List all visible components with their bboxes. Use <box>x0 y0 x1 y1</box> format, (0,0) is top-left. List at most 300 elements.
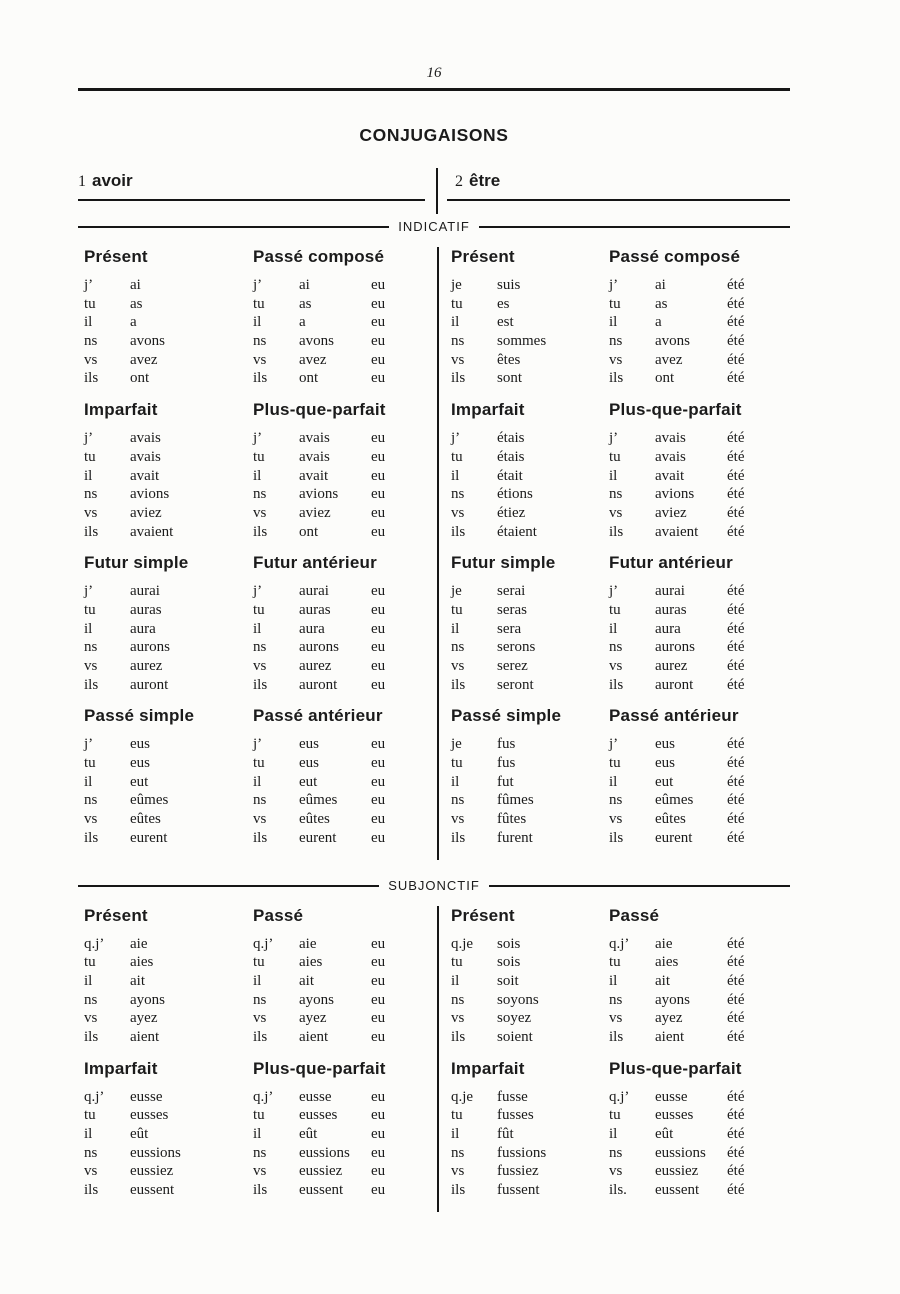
conjugation-row <box>609 448 790 467</box>
participle: été <box>727 430 745 447</box>
pronoun: vs <box>451 1010 465 1027</box>
participle <box>569 467 609 486</box>
pronoun: q.j’ <box>609 1088 630 1105</box>
pronoun: ils. <box>609 1182 627 1199</box>
verb-form: avais <box>299 448 330 465</box>
verb-form: eût <box>655 1126 674 1142</box>
verb-form: aurons <box>655 639 695 656</box>
tense-rows <box>609 935 790 1047</box>
verb-form: soient <box>497 1028 533 1045</box>
verb-form: avions <box>655 486 695 503</box>
participle: eu <box>371 277 386 293</box>
verb-form: eus <box>130 736 150 753</box>
rule <box>479 226 790 228</box>
verb-form: serons <box>497 639 536 656</box>
pronoun: ils <box>451 370 466 387</box>
conjugation-row <box>84 582 253 601</box>
conjugation-row <box>451 485 609 504</box>
pronoun: ils <box>609 676 624 693</box>
verb-form: ai <box>130 277 141 293</box>
conjugation-row <box>84 657 253 676</box>
participle: eu <box>371 583 386 600</box>
verb-form: fusse <box>497 1088 528 1105</box>
pronoun: tu <box>84 954 96 971</box>
participle: eu <box>371 467 386 484</box>
etre-column <box>437 906 790 1212</box>
participle: eu <box>371 523 386 540</box>
verb-form: ont <box>299 523 319 540</box>
pronoun: vs <box>253 504 267 521</box>
pronoun: ns <box>451 333 465 350</box>
conjugation-row <box>253 601 437 620</box>
participle <box>569 953 609 972</box>
participle: été <box>727 277 745 293</box>
conjugation-row <box>253 1162 437 1181</box>
conjugation-row <box>451 773 609 792</box>
pronoun: tu <box>253 1107 265 1124</box>
verb-form: avons <box>299 333 334 350</box>
participle: été <box>727 773 745 790</box>
conjugation-table-subjonctif <box>78 906 790 1212</box>
pronoun: vs <box>84 1163 98 1180</box>
conjugation-row <box>253 1125 437 1144</box>
verb-form: étiez <box>497 504 526 521</box>
verb-form: eut <box>299 773 318 790</box>
verb-form: ont <box>299 370 319 387</box>
pronoun: il <box>451 314 460 331</box>
participle <box>202 313 253 332</box>
conjugation-row <box>84 972 253 991</box>
verb-form: fus <box>497 736 516 753</box>
pronoun: ils <box>253 1028 268 1045</box>
tense-block <box>84 553 253 694</box>
conjugation-row <box>451 676 609 695</box>
participle: eu <box>371 486 386 503</box>
tense-heading: Plus-que-parfait <box>609 400 742 420</box>
participle <box>202 351 253 370</box>
pronoun: j’ <box>609 430 619 447</box>
pronoun: ils <box>451 829 466 846</box>
pronoun: ns <box>84 792 98 809</box>
pronoun: tu <box>451 601 463 618</box>
conjugation-row <box>609 332 790 351</box>
pronoun: ils <box>609 370 624 387</box>
conjugation-row <box>84 735 253 754</box>
conjugation-row <box>253 1028 437 1047</box>
pronoun: j’ <box>609 736 619 753</box>
participle <box>202 523 253 542</box>
verb-form: avait <box>130 467 160 484</box>
verb-headers <box>78 171 790 201</box>
conjugation-row <box>253 754 437 773</box>
verb-form: sera <box>497 620 522 637</box>
pronoun: il <box>451 773 460 790</box>
tense-heading: Présent <box>451 247 515 266</box>
pronoun: q.j’ <box>84 935 105 952</box>
tense-rows <box>451 1088 609 1200</box>
participle <box>569 810 609 829</box>
pronoun: tu <box>609 295 621 312</box>
pronoun: il <box>84 467 93 484</box>
verb-form: aurez <box>299 658 332 674</box>
participle <box>202 1162 253 1181</box>
participle <box>569 638 609 657</box>
conjugation-row <box>451 735 609 754</box>
verb-form: eûtes <box>130 811 161 828</box>
verb-form: aurai <box>655 583 685 600</box>
participle <box>569 351 609 370</box>
verb-form: auras <box>655 601 687 618</box>
verb-form: as <box>130 295 143 312</box>
tense-block <box>609 400 790 541</box>
conjugation-row <box>609 972 790 991</box>
verb-form: soyons <box>497 991 539 1008</box>
pronoun: ns <box>609 991 623 1008</box>
tense-rows <box>451 935 609 1047</box>
conjugation-row <box>253 1009 437 1028</box>
conjugation-row <box>253 810 437 829</box>
conjugation-row <box>451 1009 609 1028</box>
pronoun: vs <box>609 811 623 828</box>
pronoun: q.j’ <box>253 1088 274 1105</box>
conjugation-row <box>451 332 609 351</box>
verb-form: eût <box>130 1126 149 1142</box>
participle: eu <box>371 829 386 846</box>
pronoun: tu <box>609 954 621 971</box>
avoir-column <box>78 247 437 860</box>
verb-form: aies <box>130 954 154 971</box>
pronoun: j’ <box>84 736 94 753</box>
conjugation-row <box>84 1162 253 1181</box>
participle: eu <box>371 430 386 447</box>
section-subjonctif <box>78 878 790 1212</box>
conjugation-table-indicatif <box>78 247 790 860</box>
verb-form: aient <box>655 1028 685 1045</box>
conjugation-row <box>84 1028 253 1047</box>
verb-form: ayons <box>655 991 690 1008</box>
tense-rows <box>84 935 253 1047</box>
verb-form: aurons <box>130 639 170 656</box>
tense-rows <box>609 429 790 541</box>
participle <box>569 485 609 504</box>
participle: été <box>727 972 745 989</box>
pronoun: ns <box>609 639 623 656</box>
verb-form: eûmes <box>130 792 169 809</box>
conjugation-row <box>609 773 790 792</box>
tense-rows <box>253 935 437 1047</box>
participle: eu <box>371 811 386 828</box>
conjugation-row <box>609 295 790 314</box>
participle <box>569 791 609 810</box>
participle <box>569 735 609 754</box>
participle <box>569 276 609 295</box>
pronoun: il <box>253 467 262 484</box>
tense-block <box>84 400 253 541</box>
conjugation-row <box>253 448 437 467</box>
verb-form: est <box>497 314 514 331</box>
participle: été <box>727 351 745 368</box>
verb-form: eus <box>130 755 150 772</box>
participle <box>569 620 609 639</box>
pronoun: ns <box>609 333 623 350</box>
participle <box>569 1125 609 1144</box>
verb-form: a <box>130 314 137 331</box>
pronoun: il <box>609 972 618 989</box>
verb-form: ayez <box>130 1010 158 1027</box>
verb-form: ont <box>130 370 150 387</box>
participle: eu <box>371 448 386 465</box>
conjugation-row <box>84 991 253 1010</box>
conjugation-row <box>609 1028 790 1047</box>
pronoun: il <box>609 314 618 331</box>
verb-form: sommes <box>497 333 547 350</box>
conjugation-row <box>84 504 253 523</box>
tense-block <box>84 706 253 847</box>
pronoun: j’ <box>84 583 94 600</box>
verb-form: eus <box>299 755 319 772</box>
participle: été <box>727 583 745 600</box>
participle: été <box>727 1144 745 1161</box>
conjugation-row <box>609 429 790 448</box>
participle <box>569 1181 609 1200</box>
tense-rows <box>84 735 253 847</box>
pronoun: il <box>451 467 460 484</box>
conjugation-row <box>253 485 437 504</box>
pronoun: vs <box>84 658 98 674</box>
pronoun: tu <box>253 954 265 971</box>
pronoun: ils <box>451 676 466 693</box>
pronoun: il <box>451 1126 460 1142</box>
participle <box>569 313 609 332</box>
conjugation-row <box>451 467 609 486</box>
tense-heading: Passé composé <box>609 247 741 266</box>
verb-form: avais <box>655 430 686 447</box>
pronoun: ils <box>84 523 99 540</box>
participle: été <box>727 792 745 809</box>
tense-block <box>609 553 790 694</box>
verb-form: avons <box>130 333 165 350</box>
pronoun: j’ <box>253 430 263 447</box>
verb-form: eussions <box>299 1144 350 1161</box>
tense-heading: Plus-que-parfait <box>253 1058 386 1078</box>
verb-form: étais <box>497 448 525 465</box>
participle <box>569 1028 609 1047</box>
pronoun: ils <box>253 676 268 693</box>
verb-form: avais <box>299 430 330 447</box>
verb-form: ayons <box>130 991 165 1008</box>
participle: eu <box>371 1028 386 1045</box>
conjugation-row <box>84 601 253 620</box>
tense-block <box>253 247 437 388</box>
verb-form: fussions <box>497 1144 547 1161</box>
section-heading-subjonctif <box>78 878 790 894</box>
tense-rows <box>84 582 253 694</box>
conjugation-row <box>253 791 437 810</box>
conjugation-row <box>84 313 253 332</box>
pronoun: vs <box>609 504 623 521</box>
tense-block <box>451 1059 609 1200</box>
participle: eu <box>371 676 386 693</box>
rule <box>489 885 790 887</box>
tense-rows <box>84 1088 253 1200</box>
conjugation-row <box>253 351 437 370</box>
participle: été <box>727 467 745 484</box>
participle: eu <box>371 314 386 331</box>
pronoun: il <box>84 620 93 637</box>
participle <box>569 1009 609 1028</box>
participle <box>202 754 253 773</box>
verb-form: aura <box>130 620 156 637</box>
participle: eu <box>371 351 386 368</box>
conjugation-row <box>253 991 437 1010</box>
verb-form: soyez <box>497 1010 532 1027</box>
participle <box>202 791 253 810</box>
verb-form: aura <box>655 620 681 637</box>
tense-heading: Imparfait <box>84 1058 158 1078</box>
tense-rows <box>451 429 609 541</box>
verb-form: aurai <box>299 583 329 600</box>
conjugation-row <box>451 1144 609 1163</box>
participle: eu <box>371 972 386 989</box>
conjugation-row <box>609 754 790 773</box>
pronoun: j’ <box>253 736 263 753</box>
participle: eu <box>371 1163 386 1180</box>
pronoun: q.je <box>451 1088 474 1105</box>
verb-form: eussiez <box>655 1163 699 1180</box>
pronoun: ns <box>253 333 267 350</box>
participle <box>569 991 609 1010</box>
pronoun: tu <box>609 1107 621 1124</box>
tense-rows <box>253 582 437 694</box>
verb-form: eusses <box>130 1107 169 1124</box>
verb-form: était <box>497 467 523 484</box>
pronoun: tu <box>609 448 621 465</box>
participle: eu <box>371 773 386 790</box>
pronoun: il <box>84 972 93 989</box>
tense-heading: Présent <box>84 247 148 266</box>
participle: été <box>727 991 745 1008</box>
conjugation-row <box>451 523 609 542</box>
pronoun: tu <box>84 601 96 618</box>
pronoun: tu <box>253 601 265 618</box>
participle <box>202 332 253 351</box>
participle: eu <box>371 620 386 637</box>
pronoun: ils <box>253 523 268 540</box>
participle: été <box>727 935 745 952</box>
conjugation-row <box>451 972 609 991</box>
tense-block <box>609 247 790 388</box>
pronoun: tu <box>451 448 463 465</box>
conjugation-row <box>451 1088 609 1107</box>
participle: eu <box>371 736 386 753</box>
conjugation-row <box>253 935 437 954</box>
pronoun: vs <box>451 1163 465 1180</box>
pronoun: il <box>609 773 618 790</box>
participle <box>202 657 253 676</box>
verb-form: avez <box>655 351 683 368</box>
participle <box>202 1144 253 1163</box>
verb-form: eussiez <box>130 1163 174 1180</box>
conjugation-row <box>609 1106 790 1125</box>
conjugation-row <box>84 754 253 773</box>
pronoun: ns <box>451 792 465 809</box>
participle <box>569 369 609 388</box>
verb-form: aie <box>655 935 673 952</box>
tense-rows <box>253 429 437 541</box>
participle: eu <box>371 1107 386 1124</box>
verb-form: sois <box>497 935 521 952</box>
conjugation-row <box>253 638 437 657</box>
pronoun: il <box>253 620 262 637</box>
pronoun: q.j’ <box>84 1088 105 1105</box>
tense-rows <box>609 735 790 847</box>
verb-form: eusses <box>655 1107 694 1124</box>
conjugation-row <box>609 582 790 601</box>
verb-form: fûtes <box>497 811 527 828</box>
participle: été <box>727 370 745 387</box>
conjugation-row <box>451 953 609 972</box>
pronoun: tu <box>253 755 265 772</box>
pronoun: il <box>253 314 262 331</box>
pronoun: vs <box>609 658 623 674</box>
pronoun: il <box>84 773 93 790</box>
verb-form: eussions <box>130 1144 181 1161</box>
participle: été <box>727 1088 745 1105</box>
verb-avoir-column-header <box>78 171 437 201</box>
conjugation-row <box>84 485 253 504</box>
verb-form: ayons <box>299 991 334 1008</box>
conjugation-row <box>84 676 253 695</box>
tense-rows <box>609 276 790 388</box>
participle: eu <box>371 370 386 387</box>
participle <box>569 332 609 351</box>
pronoun: il <box>253 773 262 790</box>
pronoun: vs <box>253 1010 267 1027</box>
verb-form: auront <box>299 676 338 693</box>
pronoun: ns <box>451 991 465 1008</box>
pronoun: ns <box>84 991 98 1008</box>
verb-form: fût <box>497 1126 514 1142</box>
pronoun: ils <box>451 1028 466 1045</box>
participle <box>569 1144 609 1163</box>
conjugation-row <box>451 1028 609 1047</box>
conjugation-row <box>84 332 253 351</box>
conjugation-row <box>84 448 253 467</box>
participle: eu <box>371 991 386 1008</box>
participle: eu <box>371 333 386 350</box>
verb-form: aurez <box>130 658 163 674</box>
verb-form: sois <box>497 954 521 971</box>
tense-block <box>609 906 790 1047</box>
verb-avoir-name: avoir <box>92 171 133 190</box>
participle: eu <box>371 1182 386 1199</box>
participle <box>569 829 609 848</box>
participle <box>202 1088 253 1107</box>
tense-block <box>451 553 609 694</box>
pronoun: vs <box>451 504 465 521</box>
conjugation-row <box>451 1181 609 1200</box>
verb-form: aies <box>655 954 679 971</box>
verb-form: aie <box>299 935 317 952</box>
participle <box>202 448 253 467</box>
verb-form: fûmes <box>497 792 534 809</box>
pronoun: je <box>451 277 462 293</box>
participle <box>569 773 609 792</box>
conjugation-row <box>84 351 253 370</box>
verb-form: eussent <box>130 1182 175 1199</box>
pronoun: j’ <box>253 277 263 293</box>
verb-form: aies <box>299 954 323 971</box>
